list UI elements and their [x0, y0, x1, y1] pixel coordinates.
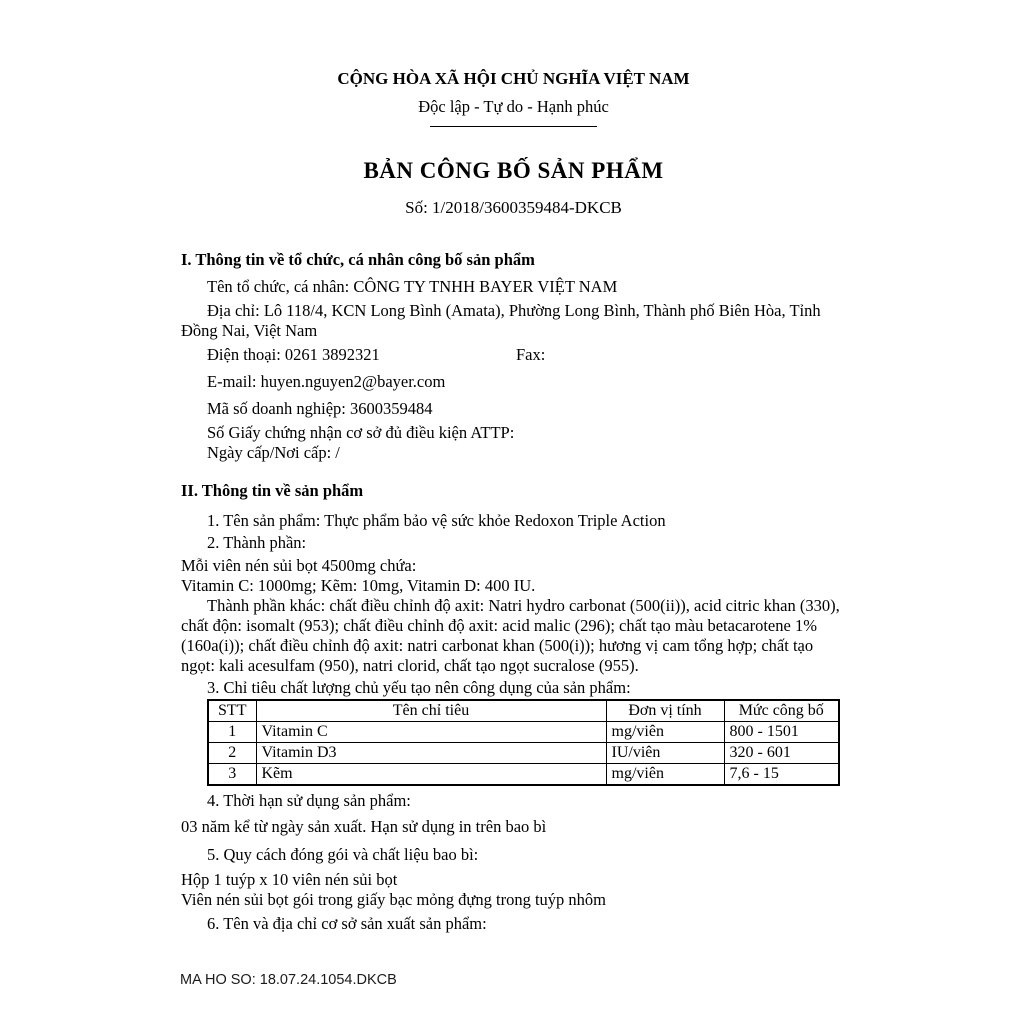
composition-main: Vitamin C: 1000mg; Kẽm: 10mg, Vitamin D: 400 IU.	[181, 576, 536, 595]
document-body	[181, 0, 846, 934]
cell-criteria: Vitamin D3	[256, 743, 606, 764]
document-title: BẢN CÔNG BỐ SẢN PHẨM	[363, 158, 664, 183]
manufacturer-heading: 6. Tên và địa chỉ cơ sở sản xuất sản phẩm:	[207, 914, 487, 933]
cell-declared-level: 7,6 - 15	[724, 764, 839, 786]
address-line: Địa chỉ: Lô 118/4, KCN Long Bình (Amata), Phường Long Bình, Thành phố Biên Hòa, Tỉnh Đồng Nai, Việt Nam	[181, 301, 821, 340]
cell-stt: 1	[208, 722, 256, 743]
col-header-criteria: Tên chỉ tiêu	[256, 700, 606, 722]
composition-other: Thành phần khác: chất điều chỉnh độ axit: Natri hydro carbonat (500(ii)), acid citric khan (330), chất độn: isomalt (953); chất điều chỉnh độ axit: acid malic (296); chất tạo màu betacarotene 1% (160a(i)); chất điều chỉnh độ axit: natri carbonat khan (500(i)); hương vị cam tổng hợp; chất tạo ngọt: kali acesulfam (950), natri clorid, chất tạo ngọt sucralose (955).	[181, 596, 840, 675]
section2-heading: II. Thông tin về sản phẩm	[181, 481, 364, 500]
cell-stt: 2	[208, 743, 256, 764]
quality-criteria-table	[207, 699, 840, 786]
email-line: E-mail: huyen.nguyen2@bayer.com	[207, 372, 446, 391]
cell-stt: 3	[208, 764, 256, 786]
document-number: Số: 1/2018/3600359484-DKCB	[405, 198, 622, 217]
phone-value: Điện thoại: 0261 3892321	[207, 345, 380, 364]
table-row	[208, 764, 839, 786]
col-header-unit: Đơn vị tính	[606, 700, 724, 722]
cell-unit: IU/viên	[606, 743, 724, 764]
cell-declared-level: 320 - 601	[724, 743, 839, 764]
shelf-life-heading: 4. Thời hạn sử dụng sản phẩm:	[207, 791, 411, 810]
header-separator-line	[430, 126, 597, 127]
cell-unit: mg/viên	[606, 764, 724, 786]
col-header-declared-level: Mức công bố	[724, 700, 839, 722]
cell-criteria: Kẽm	[256, 764, 606, 786]
col-header-stt: STT	[208, 700, 256, 722]
national-header-motto: Độc lập - Tự do - Hạnh phúc	[418, 97, 609, 116]
packaging-line-1: Hộp 1 tuýp x 10 viên nén sủi bọt	[181, 870, 398, 889]
packaging-heading: 5. Quy cách đóng gói và chất liệu bao bì:	[207, 845, 479, 864]
quality-criteria-heading: 3. Chỉ tiêu chất lượng chủ yếu tạo nên công dụng của sản phẩm:	[207, 678, 631, 697]
cell-criteria: Vitamin C	[256, 722, 606, 743]
cell-unit: mg/viên	[606, 722, 724, 743]
shelf-life-value: 03 năm kể từ ngày sản xuất. Hạn sử dụng in trên bao bì	[181, 817, 547, 836]
file-code: MA HO SO: 18.07.24.1054.DKCB	[180, 972, 397, 988]
attp-cert-line: Số Giấy chứng nhận cơ sở đủ điều kiện ATTP:	[207, 423, 515, 442]
national-header-title: CỘNG HÒA XÃ HỘI CHỦ NGHĨA VIỆT NAM	[337, 69, 690, 88]
composition-intro: Mỗi viên nén sủi bọt 4500mg chứa:	[181, 556, 417, 575]
phone-fax-line	[181, 345, 846, 365]
org-name-line: Tên tổ chức, cá nhân: CÔNG TY TNHH BAYER VIỆT NAM	[207, 277, 618, 296]
table-row	[208, 722, 839, 743]
product-name-line: 1. Tên sản phẩm: Thực phẩm bảo vệ sức khỏe Redoxon Triple Action	[207, 511, 666, 530]
table-header-row	[208, 700, 839, 722]
table-row	[208, 743, 839, 764]
packaging-line-2: Viên nén sủi bọt gói trong giấy bạc mỏng đựng trong tuýp nhôm	[181, 890, 606, 909]
cell-declared-level: 800 - 1501	[724, 722, 839, 743]
fax-label: Fax:	[516, 345, 546, 364]
composition-heading: 2. Thành phần:	[207, 533, 307, 552]
business-id-line: Mã số doanh nghiệp: 3600359484	[207, 399, 433, 418]
section1-heading: I. Thông tin về tổ chức, cá nhân công bố sản phẩm	[181, 250, 535, 269]
issue-date-place-line: Ngày cấp/Nơi cấp: /	[207, 443, 340, 462]
